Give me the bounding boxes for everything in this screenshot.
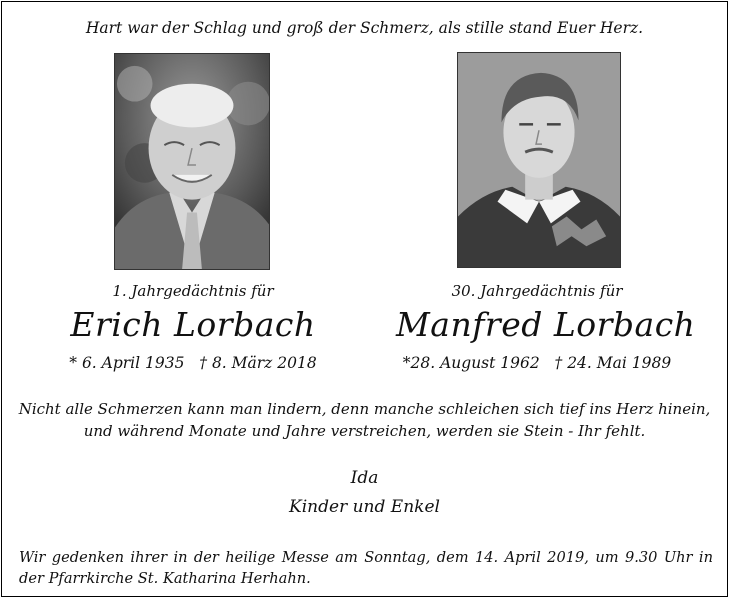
mass-announcement: Wir gedenken ihrer in der heilige Messe am Sonntag, dem 14. April 2019, um 9.30 Uhr in der Pfarrkirche St. Katharina Herhahn. bbox=[19, 549, 713, 587]
right-name: Manfred Lorbach bbox=[396, 305, 696, 344]
left-dates bbox=[52, 354, 334, 372]
obituary-frame bbox=[1, 1, 728, 597]
right-born-date: *28. August 1962 bbox=[402, 354, 540, 372]
right-dates bbox=[396, 354, 678, 372]
mourner-line-2: Kinder und Enkel bbox=[289, 497, 440, 517]
header-quote: Hart war der Schlag und groß der Schmerz, als stille stand Euer Herz. bbox=[85, 19, 644, 37]
left-death-date: † 8. März 2018 bbox=[199, 354, 317, 372]
right-anniversary: 30. Jahrgedächtnis für bbox=[451, 282, 623, 300]
right-death-date: † 24. Mai 1989 bbox=[554, 354, 672, 372]
mourner-line-1: Ida bbox=[350, 468, 379, 488]
photo-erich-lorbach bbox=[114, 53, 270, 270]
left-born-date: * 6. April 1935 bbox=[69, 354, 185, 372]
left-name: Erich Lorbach bbox=[70, 305, 316, 344]
verse-line-1: Nicht alle Schmerzen kann man lindern, denn manche schleichen sich tief ins Herz hinein, bbox=[18, 400, 711, 418]
verse-line-2: und während Monate und Jahre verstreichen, werden sie Stein - Ihr fehlt. bbox=[83, 422, 646, 440]
photo-manfred-lorbach bbox=[457, 52, 621, 268]
left-anniversary: 1. Jahrgedächtnis für bbox=[112, 282, 274, 300]
